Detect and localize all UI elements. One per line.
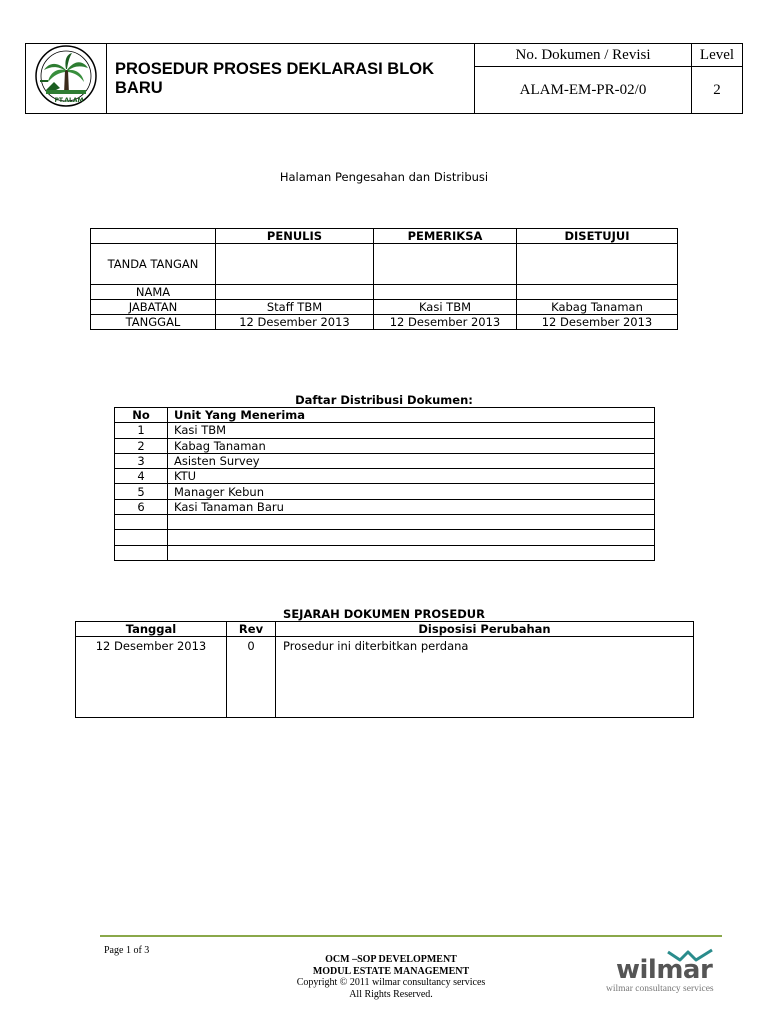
level-label: Level (692, 44, 743, 67)
history-col-change: Disposisi Perubahan (276, 622, 694, 637)
history-col-date: Tanggal (76, 622, 227, 637)
table-row (115, 423, 655, 438)
wilmar-subtitle: wilmar consultancy services (606, 984, 714, 994)
approval-row-label: TANDA TANGAN (91, 244, 216, 285)
row-no: 5 (115, 484, 168, 499)
signature-cell (517, 244, 678, 285)
history-rev: 0 (227, 637, 276, 718)
approval-row-label: NAMA (91, 285, 216, 300)
row-no (115, 530, 168, 545)
doc-no-value: ALAM-EM-PR-02/0 (475, 67, 692, 114)
approval-col-penulis: PENULIS (216, 229, 374, 244)
approval-col-pemeriksa: PEMERIKSA (374, 229, 517, 244)
approval-cell (374, 285, 517, 300)
table-row (115, 499, 655, 514)
distribution-col-no: No (115, 408, 168, 423)
approval-cell (216, 285, 374, 300)
page-title: PROSEDUR PROSES DEKLARASI BLOK BARU (107, 44, 475, 114)
approval-cell: Kabag Tanaman (517, 300, 678, 315)
footer-divider (100, 935, 722, 937)
approval-table (90, 228, 678, 330)
table-row (115, 453, 655, 468)
approval-cell: 12 Desember 2013 (517, 315, 678, 330)
history-change: Prosedur ini diterbitkan perdana (276, 637, 694, 718)
wilmar-brand (600, 944, 725, 1000)
distribution-heading: Daftar Distribusi Dokumen: (295, 393, 473, 407)
row-unit: KTU (168, 469, 655, 484)
row-no: 3 (115, 453, 168, 468)
doc-no-label: No. Dokumen / Revisi (475, 44, 692, 67)
level-value: 2 (692, 67, 743, 114)
row-unit: Kabag Tanaman (168, 438, 655, 453)
row-no (115, 545, 168, 560)
row-unit: Asisten Survey (168, 453, 655, 468)
signature-cell (374, 244, 517, 285)
distribution-col-unit: Unit Yang Menerima (168, 408, 655, 423)
wilmar-logo-text: wilmar (616, 955, 713, 985)
row-no (115, 515, 168, 530)
approval-col-disetujui: DISETUJUI (517, 229, 678, 244)
table-row (76, 637, 694, 718)
footer-line-2: MODUL ESTATE MANAGEMENT (312, 965, 470, 977)
table-row (115, 515, 655, 530)
history-col-rev: Rev (227, 622, 276, 637)
page-number: Page 1 of 3 (104, 945, 150, 956)
approval-cell: Staff TBM (216, 300, 374, 315)
row-unit: Kasi TBM (168, 423, 655, 438)
table-row (115, 530, 655, 545)
footer-line-4: All Rights Reserved. (349, 988, 433, 1000)
history-date: 12 Desember 2013 (76, 637, 227, 718)
history-heading: SEJARAH DOKUMEN PROSEDUR (283, 607, 485, 621)
footer-line-3: Copyright © 2011 wilmar consultancy services (296, 977, 486, 988)
row-no: 2 (115, 438, 168, 453)
row-no: 4 (115, 469, 168, 484)
row-unit: Kasi Tanaman Baru (168, 499, 655, 514)
table-row (115, 469, 655, 484)
approval-row-label: TANGGAL (91, 315, 216, 330)
approval-cell: 12 Desember 2013 (216, 315, 374, 330)
document-header (25, 43, 743, 113)
approval-cell: 12 Desember 2013 (374, 315, 517, 330)
table-row (115, 438, 655, 453)
approval-cell (517, 285, 678, 300)
header-table (25, 43, 743, 114)
distribution-table (114, 407, 655, 561)
table-row (115, 545, 655, 560)
row-unit (168, 530, 655, 545)
signature-cell (216, 244, 374, 285)
row-no: 6 (115, 499, 168, 514)
row-unit (168, 515, 655, 530)
footer-line-1: OCM –SOP DEVELOPMENT (325, 954, 457, 965)
logo-text: PT.ALAM (54, 97, 84, 104)
logo-cell (26, 44, 107, 114)
row-no: 1 (115, 423, 168, 438)
history-table (75, 621, 694, 718)
table-row (115, 484, 655, 499)
row-unit (168, 545, 655, 560)
approval-row-label: JABATAN (91, 300, 216, 315)
approval-cell: Kasi TBM (374, 300, 517, 315)
approval-heading: Halaman Pengesahan dan Distribusi (279, 170, 489, 184)
approval-col-blank (91, 229, 216, 244)
footer-text (240, 954, 542, 1000)
row-unit: Manager Kebun (168, 484, 655, 499)
